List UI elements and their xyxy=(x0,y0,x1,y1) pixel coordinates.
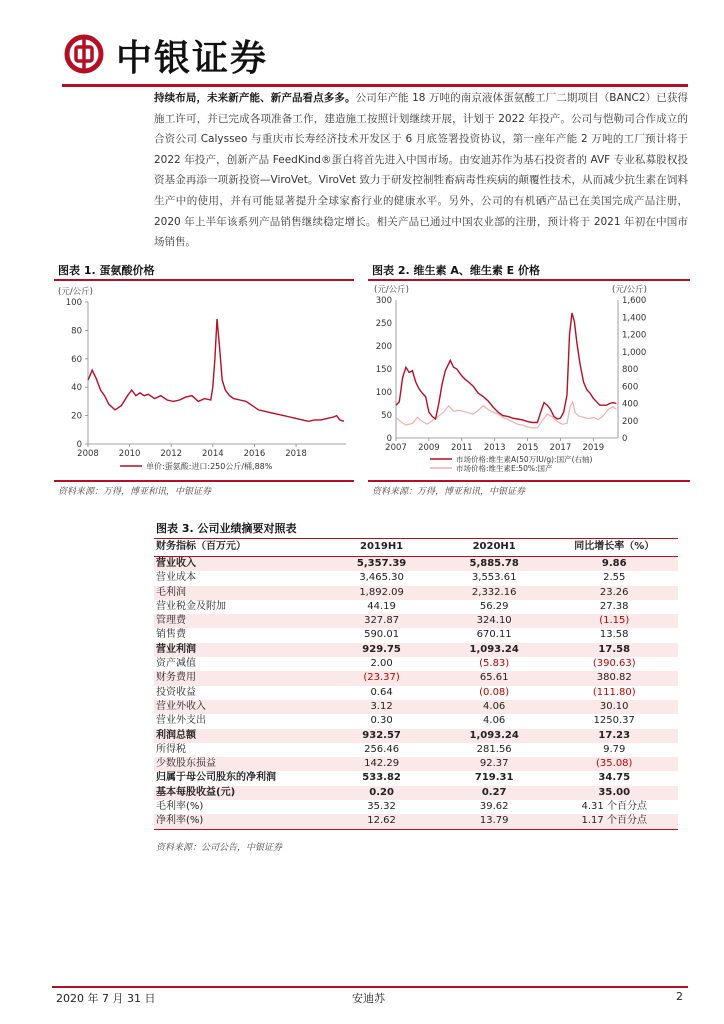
yoy-growth-cell: 9.79 xyxy=(603,743,626,755)
figure1-source: 资料来源：万得，博亚和讯，中银证券 xyxy=(58,487,212,497)
row-label-cell: 毛利率(%) xyxy=(156,801,204,813)
y-right-tick-label: 0 xyxy=(622,434,628,444)
row-label-cell: 利润总额 xyxy=(154,729,325,743)
row-label-cell: 所得税 xyxy=(156,743,186,755)
value-2019h1-cell: 35.32 xyxy=(367,801,396,813)
x-tick-label: 2009 xyxy=(418,443,440,453)
table-row xyxy=(154,814,678,829)
y-axis-unit-label: (元/公斤) xyxy=(58,287,93,297)
y-tick-label: 80 xyxy=(71,326,82,337)
table-row xyxy=(154,729,678,743)
y-right-tick-label: 1,000 xyxy=(622,347,647,358)
row-label-cell: 毛利润 xyxy=(154,586,325,600)
value-2019h1-cell: 44.19 xyxy=(367,600,396,612)
yoy-growth-cell: 4.31 个百分点 xyxy=(581,801,647,813)
table-header-cell: 同比增长率（%） xyxy=(550,539,678,557)
value-2020h1-cell: (5.83) xyxy=(479,658,510,670)
table-header-cell: 2020H1 xyxy=(438,539,551,557)
value-2019h1-cell: 12.62 xyxy=(325,814,438,829)
legend-label: 市场价格:维生素A(50万IU/g):国产(右轴) xyxy=(456,455,593,464)
header-rule xyxy=(62,84,688,87)
y-right-tick-label: 200 xyxy=(622,416,639,427)
value-2020h1-cell: 1,093.24 xyxy=(438,729,551,743)
value-2019h1-cell: 3.12 xyxy=(325,700,438,714)
value-2020h1-cell: 4.06 xyxy=(483,715,506,727)
value-2019h1-cell: 142.29 xyxy=(325,757,438,771)
table-header-row xyxy=(154,539,678,557)
table-row xyxy=(154,628,678,642)
y-axis-left-unit-label: (元/公斤) xyxy=(374,285,409,295)
y-left-tick-label: 100 xyxy=(375,388,392,398)
table-row xyxy=(154,771,678,785)
table-row xyxy=(154,671,678,685)
yoy-growth-cell: 17.58 xyxy=(550,643,678,657)
row-label-cell: 营业收入 xyxy=(154,557,325,572)
value-2019h1-cell: 590.01 xyxy=(364,629,400,641)
value-2019h1-cell: 0.20 xyxy=(325,786,438,800)
x-tick-label: 2016 xyxy=(243,449,266,459)
figure3-table-wrapper xyxy=(154,538,678,830)
table-header-cell: 2019H1 xyxy=(325,539,438,557)
x-tick-label: 2007 xyxy=(385,443,407,453)
table-row xyxy=(154,600,678,614)
yoy-growth-cell: 27.38 xyxy=(599,600,629,612)
row-label-cell: 投资收益 xyxy=(156,686,196,698)
value-2019h1-cell: 0.30 xyxy=(370,715,393,727)
x-tick-label: 2017 xyxy=(549,443,572,453)
value-2019h1-cell: 1,892.09 xyxy=(325,586,438,600)
value-2020h1-cell: 39.62 xyxy=(479,801,509,813)
table-row xyxy=(154,714,678,728)
x-tick-label: 2018 xyxy=(285,449,307,459)
row-label-cell: 财务费用 xyxy=(154,671,325,685)
value-2020h1-cell: 719.31 xyxy=(474,772,514,784)
y-tick-label: 20 xyxy=(71,411,82,422)
yoy-growth-cell: 380.82 xyxy=(550,671,678,685)
y-left-tick-label: 0 xyxy=(386,434,392,444)
yoy-growth-cell: 1250.37 xyxy=(593,715,635,727)
value-2019h1-cell: 256.46 xyxy=(364,743,400,755)
value-2019h1-cell: 533.82 xyxy=(362,772,401,784)
y-left-tick-label: 200 xyxy=(375,342,392,352)
y-tick-label: 40 xyxy=(71,383,82,394)
body-paragraph xyxy=(154,88,688,253)
row-label-cell: 营业利润 xyxy=(154,643,325,657)
row-label-cell: 少数股东损益 xyxy=(154,757,325,771)
table-header-cell: 财务指标（百万元） xyxy=(154,539,325,557)
x-tick-label: 2012 xyxy=(160,449,183,459)
footer-date: 2020 年 7 月 31 日 xyxy=(56,992,156,1005)
value-2020h1-cell: 3,553.61 xyxy=(471,572,517,584)
yoy-growth-cell: 2.55 xyxy=(603,572,626,584)
figure2-title: 图表 2. 维生素 A、维生素 E 价格 xyxy=(372,264,541,277)
x-tick-label: 2011 xyxy=(450,443,473,453)
yoy-growth-cell: 1.17 个百分点 xyxy=(550,814,678,829)
company-logo-text: 中银证券 xyxy=(116,37,269,79)
value-2020h1-cell: 1,093.24 xyxy=(438,643,551,657)
value-2020h1-cell: 56.29 xyxy=(479,600,509,612)
footer-company: 安迪苏 xyxy=(352,992,385,1005)
paragraph-body: 公司年产能 18 万吨的南京液体蛋氨酸工厂二期项目（BANC2）已获得施工许可，并已完成各项准备工作，建造施工按照计划继续开展，计划于 2022 年投产。公司与恺勒司合作成立的合资公司 Calysseo 与重庆市长寿经济技术开发区于 6 月底签署投资协议，第一座年产能 2 万吨的工厂预计将于 2022 年投产，创新产品 FeedKind®蛋白将首先进入中国市场。由安迪苏作为基石投资者的 AVF 专业私募股权投资基金再添一项新投资—ViroVet。ViroVet 致力于研发控制牲畜病毒性疾病的颠覆性技术，从而减少抗生素在饲料生产中的使用，并有可能显著提升全球家畜行业的健康水平。另外，公司的有机硒产品已在美国完成产品注册，2020 年上半年该系列产品销售继续稳定增长。相关产品已通过中国农业部的注册，预计将于 2021 年初在中国市场销售。 xyxy=(154,92,688,249)
row-label-cell: 营业外收入 xyxy=(154,700,325,714)
paragraph-lead: 持续布局，未来新产能、新产品看点多多。 xyxy=(154,92,356,104)
figure3-source: 资料来源：公司公告，中银证券 xyxy=(156,843,283,853)
value-2020h1-cell: 281.56 xyxy=(476,743,512,755)
table-row xyxy=(154,657,678,671)
value-2019h1-cell: 327.87 xyxy=(325,614,438,628)
value-2020h1-cell: 2,332.16 xyxy=(438,586,551,600)
figure2-title-rule xyxy=(368,279,690,281)
yoy-growth-cell: 30.10 xyxy=(550,700,678,714)
y-tick-label: 100 xyxy=(65,298,82,308)
figure1-title-rule xyxy=(54,279,354,281)
figure3-title: 图表 3. 公司业绩摘要对照表 xyxy=(156,522,297,535)
value-2020h1-cell: 324.10 xyxy=(438,614,551,628)
row-label-cell: 销售费 xyxy=(156,629,186,641)
y-right-tick-label: 1,400 xyxy=(622,313,647,324)
footer-rule xyxy=(52,986,688,988)
row-label-cell: 营业成本 xyxy=(156,572,196,584)
figure2-chart xyxy=(368,282,690,478)
value-2020h1-cell: 4.06 xyxy=(438,700,551,714)
table-row xyxy=(154,700,678,714)
yoy-growth-cell: 17.23 xyxy=(550,729,678,743)
table-row xyxy=(154,757,678,771)
table-row xyxy=(154,786,678,800)
yoy-growth-cell: (390.63) xyxy=(592,658,636,670)
vitamin-e-series-line xyxy=(396,402,616,428)
vitamin-a-series-line xyxy=(396,313,616,423)
y-tick-label: 0 xyxy=(76,440,82,450)
x-tick-label: 2013 xyxy=(483,443,506,453)
value-2020h1-cell: 65.61 xyxy=(438,671,551,685)
row-label-cell: 营业税金及附加 xyxy=(156,600,226,612)
table-row xyxy=(154,800,678,814)
value-2020h1-cell: 92.37 xyxy=(438,757,551,771)
performance-summary-table xyxy=(154,538,678,830)
table-row xyxy=(154,743,678,757)
value-2020h1-cell: 0.27 xyxy=(438,786,551,800)
table-row xyxy=(154,686,678,700)
table-row xyxy=(154,586,678,600)
value-2019h1-cell: (23.37) xyxy=(325,671,438,685)
figure1-title: 图表 1. 蛋氨酸价格 xyxy=(58,264,155,277)
value-2019h1-cell: 929.75 xyxy=(325,643,438,657)
legend-label: 单价:蛋氨酸:进口:250公斤/桶,88% xyxy=(146,462,273,471)
value-2019h1-cell: 2.00 xyxy=(370,658,393,670)
value-2020h1-cell: 5,885.78 xyxy=(438,557,551,572)
value-2020h1-cell: 670.11 xyxy=(476,629,512,641)
y-right-tick-label: 800 xyxy=(622,365,639,375)
methionine-price-series-line xyxy=(88,319,344,421)
yoy-growth-cell: 13.58 xyxy=(599,629,629,641)
yoy-growth-cell: (35.08) xyxy=(550,757,678,771)
yoy-growth-cell: 9.86 xyxy=(550,557,678,572)
yoy-growth-cell: 34.75 xyxy=(598,772,631,784)
figure1-chart xyxy=(54,282,354,478)
row-label-cell: 净利率(%) xyxy=(154,814,325,829)
yoy-growth-cell: 35.00 xyxy=(550,786,678,800)
value-2019h1-cell: 5,357.39 xyxy=(325,557,438,572)
value-2020h1-cell: 13.79 xyxy=(438,814,551,829)
figure1-bottom-rule xyxy=(54,480,354,482)
y-left-tick-label: 50 xyxy=(381,411,392,421)
row-label-cell: 归属于母公司股东的净利润 xyxy=(156,772,276,784)
value-2019h1-cell: 932.57 xyxy=(325,729,438,743)
row-label-cell: 资产减值 xyxy=(156,658,196,670)
x-tick-label: 2014 xyxy=(202,449,224,459)
value-2020h1-cell: (0.08) xyxy=(479,686,510,698)
value-2019h1-cell: 0.64 xyxy=(370,686,393,698)
table-row xyxy=(154,571,678,585)
y-tick-label: 60 xyxy=(71,354,82,365)
y-axis-right-unit-label: (元/公斤) xyxy=(612,285,647,295)
bank-of-china-logo-icon xyxy=(64,34,104,74)
yoy-growth-cell: (111.80) xyxy=(592,686,636,698)
x-tick-label: 2015 xyxy=(516,443,539,453)
y-right-tick-label: 600 xyxy=(622,382,639,393)
x-tick-label: 2019 xyxy=(582,443,605,453)
row-label-cell: 营业外支出 xyxy=(156,715,206,727)
row-label-cell: 管理费 xyxy=(154,614,325,628)
yoy-growth-cell: (1.15) xyxy=(550,614,678,628)
x-tick-label: 2008 xyxy=(77,449,99,459)
value-2019h1-cell: 3,465.30 xyxy=(359,572,404,584)
y-right-tick-label: 1,600 xyxy=(622,296,647,306)
table-row xyxy=(154,643,678,657)
table-row xyxy=(154,614,678,628)
legend-label: 市场价格:维生素E:50%:国产 xyxy=(456,464,553,473)
row-label-cell: 基本每股收益(元) xyxy=(154,786,325,800)
y-left-tick-label: 250 xyxy=(375,319,392,329)
y-right-tick-label: 1,200 xyxy=(622,330,647,341)
figure2-source: 资料来源：万得，博亚和讯，中银证券 xyxy=(372,487,526,497)
figure2-bottom-rule xyxy=(368,480,690,482)
y-left-tick-label: 150 xyxy=(375,365,392,375)
page-number: 2 xyxy=(676,990,683,1003)
table-row xyxy=(154,557,678,572)
x-tick-label: 2010 xyxy=(118,449,141,459)
y-right-tick-label: 400 xyxy=(622,399,639,410)
y-left-tick-label: 300 xyxy=(375,296,392,306)
yoy-growth-cell: 23.26 xyxy=(550,586,678,600)
